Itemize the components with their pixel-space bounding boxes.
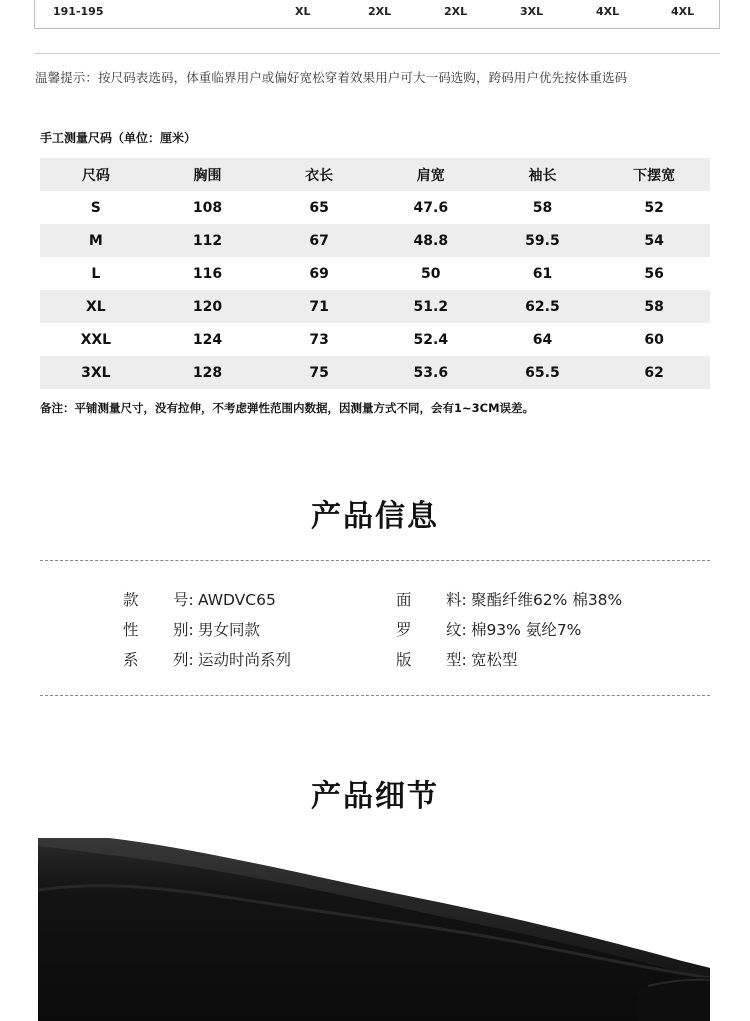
table-cell: 128 — [192, 364, 223, 381]
info-fit — [396, 648, 517, 670]
fabric-detail-photo — [38, 838, 710, 1021]
column-header: 袖长 — [528, 167, 557, 184]
table-cell: 50 — [421, 265, 441, 282]
info-key: 别: — [173, 621, 194, 639]
measure-title: 手工测量尺码（单位：厘米） — [40, 131, 197, 145]
table-cell: 124 — [192, 331, 223, 348]
info-key: 号: — [173, 591, 194, 609]
table-cell: 51.2 — [413, 298, 449, 315]
divider — [34, 53, 720, 54]
table-cell: L — [91, 265, 101, 282]
table-row — [40, 191, 710, 224]
size-cell: 4XL — [596, 5, 620, 18]
table-cell: 52.4 — [413, 331, 449, 348]
product-info-title: 产品信息 — [311, 499, 439, 534]
table-row — [40, 356, 710, 389]
size-cell: 4XL — [671, 5, 695, 18]
size-tip: 温馨提示：按尺码表选码，体重临界用户或偏好宽松穿着效果用户可大一码选购，跨码用户优先按体重选码 — [35, 70, 628, 85]
table-cell: 52 — [644, 199, 664, 216]
size-cell: 2XL — [444, 5, 468, 18]
fabric-image — [38, 838, 710, 1021]
info-series — [123, 648, 291, 670]
info-key: 料: — [446, 591, 467, 609]
info-value: AWDVC65 — [197, 591, 276, 609]
info-fabric — [396, 588, 622, 610]
info-key: 面 — [396, 591, 412, 609]
table-cell: 48.8 — [413, 232, 449, 249]
column-header: 下摆宽 — [633, 167, 676, 184]
size-chart-last-row — [34, 0, 720, 29]
table-cell: M — [88, 232, 103, 249]
info-key: 型: — [446, 651, 467, 669]
info-gender — [123, 618, 260, 640]
size-cell: 2XL — [368, 5, 392, 18]
table-cell: 120 — [192, 298, 223, 315]
table-cell: 56 — [644, 265, 664, 282]
table-cell: XXL — [80, 331, 112, 348]
info-key: 款 — [123, 591, 139, 609]
dashed-divider — [40, 695, 710, 696]
table-cell: 116 — [192, 265, 223, 282]
info-key: 系 — [123, 651, 139, 669]
size-table — [40, 158, 710, 389]
table-cell: 58 — [644, 298, 664, 315]
table-cell: 3XL — [81, 364, 111, 381]
table-cell: 61 — [532, 265, 553, 282]
column-header: 尺码 — [81, 167, 110, 184]
column-header: 胸围 — [193, 167, 222, 184]
info-key: 罗 — [396, 621, 412, 639]
table-cell: 54 — [644, 232, 664, 249]
table-cell: 53.6 — [413, 364, 449, 381]
table-cell: 108 — [192, 199, 223, 216]
info-value: 宽松型 — [470, 651, 518, 669]
table-cell: XL — [85, 298, 106, 315]
info-value: 聚酯纤维62% 棉38% — [470, 591, 623, 609]
info-value: 棉93% 氨纶7% — [470, 621, 582, 639]
column-header: 肩宽 — [416, 167, 445, 184]
info-key: 版 — [396, 651, 412, 669]
table-cell: 73 — [309, 331, 329, 348]
table-cell: S — [90, 199, 101, 216]
table-cell: 65.5 — [525, 364, 560, 381]
info-style-number — [123, 588, 276, 610]
table-cell: 69 — [309, 265, 329, 282]
info-key: 列: — [173, 651, 194, 669]
table-cell: 71 — [309, 298, 329, 315]
table-cell: 62.5 — [525, 298, 560, 315]
table-cell: 60 — [644, 331, 664, 348]
size-cell: XL — [295, 5, 311, 18]
table-row — [40, 257, 710, 290]
table-row — [40, 290, 710, 323]
table-cell: 112 — [192, 232, 223, 249]
table-cell: 67 — [309, 232, 329, 249]
table-cell: 59.5 — [525, 232, 560, 249]
table-cell: 58 — [532, 199, 553, 216]
info-value: 男女同款 — [197, 621, 260, 639]
product-detail-title: 产品细节 — [311, 779, 439, 814]
info-rib — [396, 618, 581, 640]
table-cell: 62 — [644, 364, 664, 381]
table-header-row — [40, 158, 710, 191]
info-key: 性 — [123, 621, 139, 639]
table-cell: 47.6 — [413, 199, 449, 216]
table-cell: 65 — [309, 199, 329, 216]
table-row — [40, 224, 710, 257]
height-range: 191-195 — [53, 5, 104, 18]
info-key: 纹: — [446, 621, 467, 639]
info-value: 运动时尚系列 — [197, 651, 291, 669]
measure-note: 备注：平铺测量尺寸，没有拉伸，不考虑弹性范围内数据，因测量方式不同，会有1~3CM误差。 — [40, 401, 535, 415]
size-cell: 3XL — [520, 5, 544, 18]
table-cell: 64 — [532, 331, 553, 348]
column-header: 衣长 — [305, 167, 334, 184]
table-row — [40, 323, 710, 356]
table-cell: 75 — [309, 364, 329, 381]
dashed-divider — [40, 560, 710, 561]
